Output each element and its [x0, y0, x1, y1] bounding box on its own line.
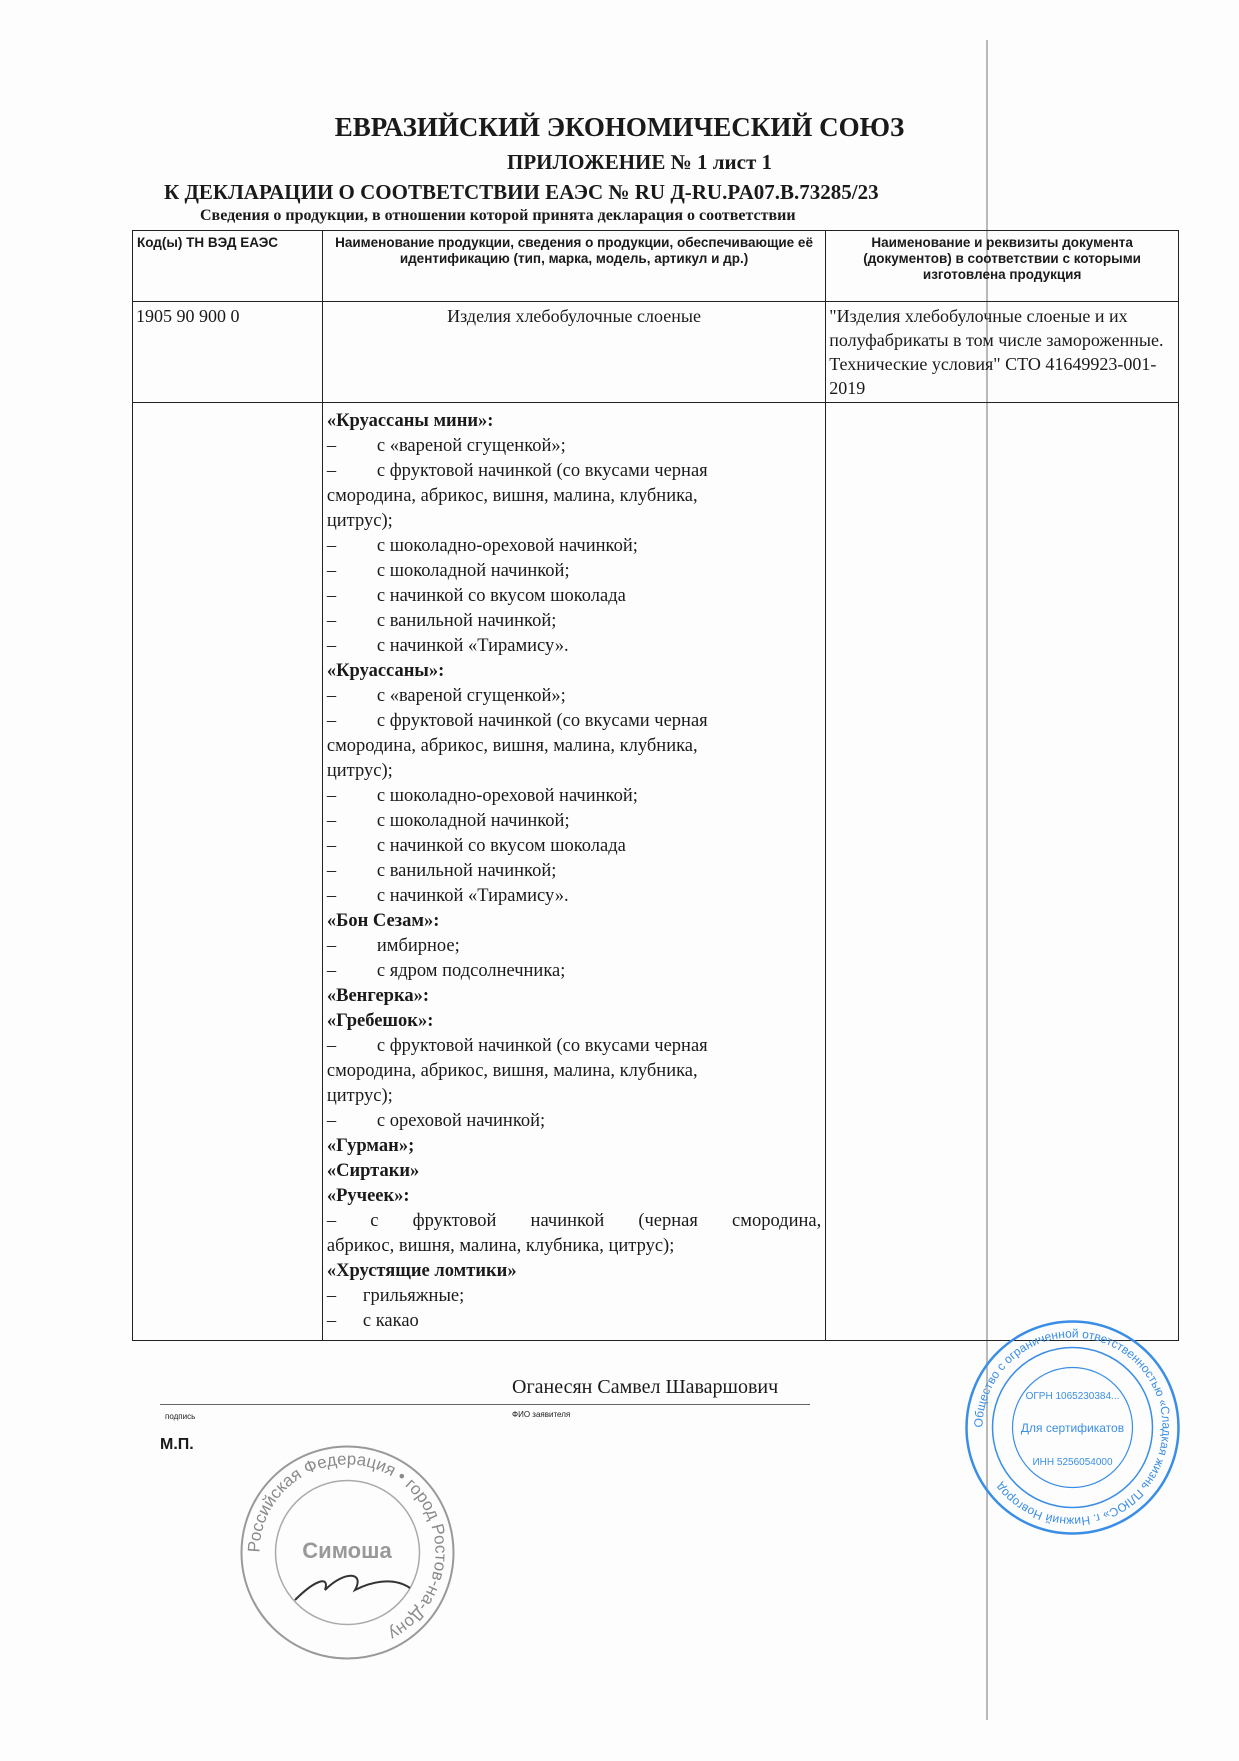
- dash-bullet: –: [326, 861, 337, 881]
- empty-document-cell: [826, 403, 1179, 1341]
- list-item-text: с начинкой «Тирамису».: [376, 886, 569, 906]
- dash-bullet: –: [326, 786, 337, 806]
- list-item: цитрус);: [326, 1086, 393, 1106]
- list-item-text: с фруктовой начинкой (со вкусами черная: [376, 711, 708, 731]
- signer-caption: ФИО заявителя: [512, 1410, 571, 1419]
- list-item: [327, 809, 821, 834]
- dash-bullet: –: [326, 436, 337, 456]
- declaration-number: К ДЕКЛАРАЦИИ О СООТВЕТСТВИИ ЕАЭС № RU Д-RU.PA07.B.73285/23: [164, 180, 879, 204]
- svg-text:ОГРН 1065230384...: ОГРН 1065230384...: [1025, 1391, 1120, 1402]
- list-item: [327, 434, 821, 459]
- list-item-text: с какао: [362, 1311, 419, 1331]
- product-group-heading: «Ручеек»:: [326, 1186, 410, 1206]
- signature-caption: подпись: [165, 1412, 196, 1421]
- list-item-text: с ореховой начинкой;: [376, 1111, 546, 1131]
- list-item-text: с шоколадной начинкой;: [376, 811, 570, 831]
- list-item-text: имбирное;: [376, 936, 460, 956]
- list-item: [327, 634, 821, 659]
- list-item: [327, 684, 821, 709]
- list-item: смородина, абрикос, вишня, малина, клубника,: [326, 736, 698, 756]
- dash-bullet: –: [326, 1311, 337, 1331]
- list-item: [327, 1034, 821, 1059]
- list-item-text: с шоколадно-ореховой начинкой;: [376, 536, 638, 556]
- dash-bullet: –: [326, 836, 337, 856]
- left-seal-stamp: [235, 1440, 460, 1665]
- col-header-code: Код(ы) ТН ВЭД ЕАЭС: [133, 231, 323, 302]
- dash-bullet: –: [326, 686, 337, 706]
- list-item-text: с ванильной начинкой;: [376, 861, 557, 881]
- list-item-text: с «вареной сгущенкой»;: [376, 686, 566, 706]
- list-item: смородина, абрикос, вишня, малина, клубника,: [326, 1061, 698, 1081]
- table-header-row: [133, 231, 1179, 302]
- product-variants-list: [322, 403, 825, 1341]
- col-header-document: Наименование и реквизиты документа (документов) в соответствии с которыми изготовлена продукция: [826, 231, 1179, 302]
- list-item-text: грильяжные;: [362, 1286, 465, 1306]
- list-item: [327, 1109, 821, 1134]
- product-group-heading: «Венгерка»:: [326, 986, 430, 1006]
- list-item: – с фруктовой начинкой (черная смородина,: [326, 1211, 822, 1231]
- list-item-text: с начинкой со вкусом шоколада: [376, 836, 626, 856]
- list-item: смородина, абрикос, вишня, малина, клубника,: [326, 486, 698, 506]
- col-header-product: Наименование продукции, сведения о продукции, обеспечивающие её идентификацию (тип, марка, модель, артикул и др.): [322, 231, 825, 302]
- list-item-text: с ядром подсолнечника;: [376, 961, 566, 981]
- list-item-text: с ванильной начинкой;: [376, 611, 557, 631]
- dash-bullet: –: [326, 586, 337, 606]
- list-item: [327, 459, 821, 484]
- list-item-text: с фруктовой начинкой (со вкусами черная: [376, 1036, 708, 1056]
- subtitle: Сведения о продукции, в отношении которой принята декларация о соответствии: [200, 207, 796, 224]
- dash-bullet: –: [326, 536, 337, 556]
- dash-bullet: –: [326, 886, 337, 906]
- svg-text:Для сертификатов: Для сертификатов: [1020, 1421, 1125, 1435]
- list-item: абрикос, вишня, малина, клубника, цитрус);: [326, 1236, 675, 1256]
- product-group-heading: «Круассаны»:: [326, 661, 445, 681]
- list-item: [327, 884, 821, 909]
- product-table: [132, 230, 1179, 1341]
- list-item-text: с начинкой «Тирамису».: [376, 636, 569, 656]
- table-row: [133, 302, 1179, 403]
- dash-bullet: –: [326, 961, 337, 981]
- list-item: цитрус);: [326, 511, 393, 531]
- list-item-text: с фруктовой начинкой (со вкусами черная: [376, 461, 708, 481]
- svg-text:Симоша: Симоша: [302, 1538, 392, 1563]
- dash-bullet: –: [326, 711, 337, 731]
- union-title: ЕВРАЗИЙСКИЙ ЭКОНОМИЧЕСКИЙ СОЮЗ: [334, 112, 905, 142]
- list-item: [327, 859, 821, 884]
- empty-code-cell: [133, 403, 323, 1341]
- product-cell: Изделия хлебобулочные слоеные: [322, 302, 825, 403]
- product-group-heading: «Круассаны мини»:: [326, 411, 494, 431]
- dash-bullet: –: [326, 811, 337, 831]
- product-group-heading: «Гурман»;: [326, 1136, 415, 1156]
- svg-text:ИНН 5256054000: ИНН 5256054000: [1032, 1457, 1113, 1468]
- list-item: [327, 784, 821, 809]
- list-item: [327, 1284, 821, 1309]
- signer-name: Оганесян Самвел Шаваршович: [512, 1376, 779, 1398]
- dash-bullet: –: [326, 1036, 337, 1056]
- dash-bullet: –: [326, 1111, 337, 1131]
- svg-text:Общество с ограниченной ответс: Общество с ограниченной ответственностью «Сладкая жизнь ПЛЮС» г. Нижний Новгород: [971, 1326, 1174, 1529]
- list-item-text: с начинкой со вкусом шоколада: [376, 586, 626, 606]
- product-group-heading: «Бон Сезам»:: [326, 911, 440, 931]
- list-item: цитрус);: [326, 761, 393, 781]
- product-group-heading: «Гребешок»:: [326, 1011, 434, 1031]
- document-cell: "Изделия хлебобулочные слоеные и их полуфабрикаты в том числе замороженные. Технические условия" СТО 41649923-001-2019: [826, 302, 1179, 403]
- seal-placeholder-mp: М.П.: [160, 1436, 194, 1453]
- signature-line: [160, 1404, 810, 1405]
- list-item: [327, 709, 821, 734]
- list-item: [327, 834, 821, 859]
- dash-bullet: –: [326, 1286, 337, 1306]
- dash-bullet: –: [326, 611, 337, 631]
- list-item-text: с «вареной сгущенкой»;: [376, 436, 566, 456]
- list-item: [327, 934, 821, 959]
- list-item-text: с шоколадно-ореховой начинкой;: [376, 786, 638, 806]
- dash-bullet: –: [326, 561, 337, 581]
- right-company-stamp: [960, 1315, 1185, 1540]
- svg-text:Российская Федерация • город Р: Российская Федерация • город Ростов-на-Дону: [244, 1449, 451, 1644]
- dash-bullet: –: [326, 636, 337, 656]
- table-row: [133, 403, 1179, 1341]
- list-item: [327, 559, 821, 584]
- dash-bullet: –: [326, 461, 337, 481]
- product-group-heading: «Хрустящие ломтики»: [326, 1261, 517, 1281]
- list-item: [327, 584, 821, 609]
- dash-bullet: –: [326, 936, 337, 956]
- list-item-text: с шоколадной начинкой;: [376, 561, 570, 581]
- list-item: [327, 1309, 821, 1334]
- appendix-title: ПРИЛОЖЕНИЕ № 1 лист 1: [506, 150, 773, 174]
- product-group-heading: «Сиртаки»: [326, 1161, 420, 1181]
- list-item: [327, 609, 821, 634]
- code-cell: 1905 90 900 0: [133, 302, 323, 403]
- list-item: [327, 534, 821, 559]
- list-item: [327, 959, 821, 984]
